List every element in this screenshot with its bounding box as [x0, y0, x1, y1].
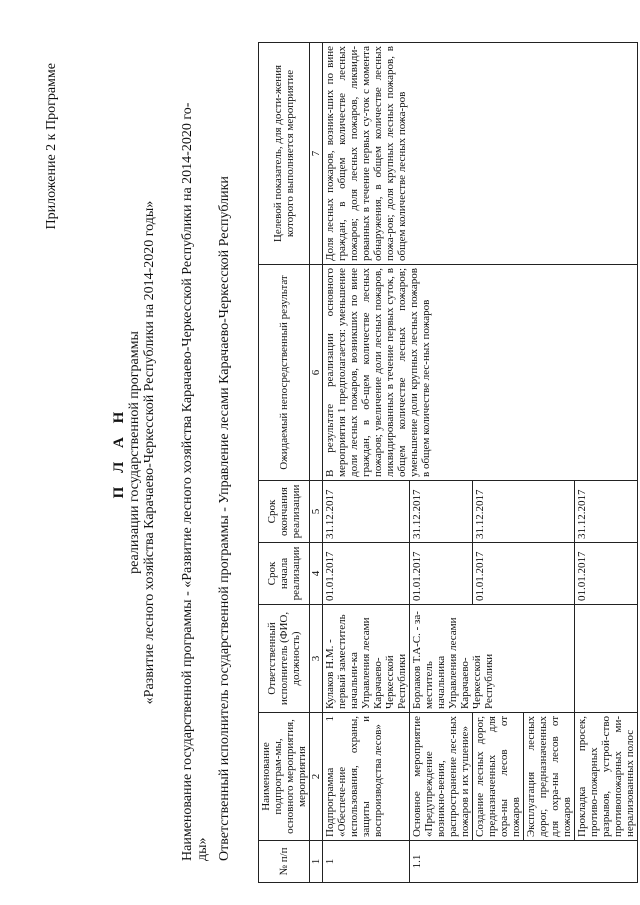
executor-line: Ответственный исполнитель государственной программы - Управление лесами Карачаево-Черкесской Республики	[217, 176, 232, 861]
header-result: Ожидаемый непосредственный результат	[259, 265, 310, 481]
col-number: 4	[310, 543, 323, 605]
col-number: 2	[310, 713, 323, 841]
row-executor-empty	[575, 605, 638, 713]
row-start: 01.01.2017	[473, 543, 575, 605]
row-executor: Борлаков Т.А-С. - за-меститель начальника Управления лесами Карачаево-Черкесской Республики	[410, 605, 575, 713]
column-number-row	[310, 43, 323, 883]
row-start: 01.01.2017	[575, 543, 638, 605]
row-number: 1	[323, 841, 410, 883]
col-number: 5	[310, 481, 323, 543]
header-name: Наименование подпрограм-мы, основного мероприятия, мероприятия	[259, 713, 310, 841]
col-number: 6	[310, 265, 323, 481]
row-name: Эксплуатация лесных дорог, предназначенных для охра-ны лесов от пожаров	[524, 713, 575, 841]
table-header-row	[259, 43, 310, 883]
row-end: 31.12.2017	[323, 481, 410, 543]
col-number: 1	[310, 841, 323, 883]
program-name-line-2: ды»	[195, 837, 210, 861]
row-end: 31.12.2017	[575, 481, 638, 543]
col-number: 3	[310, 605, 323, 713]
header-executor: Ответственный исполнитель (ФИО, должность)	[259, 605, 310, 713]
plan-subtitle-1: реализации государственной программы	[127, 331, 142, 574]
appendix-label: Приложение 2 к Программе	[44, 63, 59, 230]
row-end: 31.12.2017	[410, 481, 473, 543]
row-start: 01.01.2017	[410, 543, 473, 605]
row-target: Доля лесных пожаров, возник-ших по вине граждан, в общем количестве лесных пожаров; доля лесных пожаров, ликвиди-рованных в течение первых су-ток с момента обнаружения, в общем количестве лесных пожа-ров; доля крупных лесных пожаров, в общем количестве лесных пожа-ров	[323, 43, 638, 265]
program-name-line-1: Наименование государственной программы - «Развитие лесного хозяйства Карачаево-Черкесской Республики на 2014-2020 го-	[180, 102, 195, 861]
plan-heading: П Л А Н	[111, 406, 127, 499]
row-result: В результате реализации основного мероприятия 1 предполагается: уменьшение доли лесных пожаров, возникших по вине граждан, в об-щем количестве лесных пожаров; увеличение доли лесных пожаров, ликвидированных в течение первых суток, в общем количестве лесных пожаров; уменьшение доли крупных лесных пожаров в общем количестве лес-ных пожаров	[323, 265, 638, 481]
plan-table	[258, 42, 638, 883]
col-number: 7	[310, 43, 323, 265]
plan-subtitle-2: «Развитие лесного хозяйства Карачаево-Черкесской Республики на 2014-2020 годы»	[142, 200, 157, 705]
plan-title-block	[112, 0, 157, 905]
row-name: Прокладка просек, противо-пожарных разрывов, устрой-ство противопожарных ми-нерализованных полос	[575, 713, 638, 841]
table-row	[323, 43, 410, 883]
row-name: Основное мероприятие «Предупреждение возникно-вения, распространение лес-ных пожаров и их тушение»	[410, 713, 473, 841]
row-executor: Кулаков Н.М. - первый заместитель начальни-ка Управления лесами Карачаево-Черкесской Республики	[323, 605, 410, 713]
header-target: Целевой показатель, для дости-жения которого выполняется мероприятие	[259, 43, 310, 265]
row-end: 31.12.2017	[473, 481, 575, 543]
row-name: Подпрограмма 1 «Обеспече-ние использования, охраны, защиты и воспроизводства лесов»	[323, 713, 410, 841]
header-num: № п/п	[259, 841, 310, 883]
header-end: Срок окончания реализации	[259, 481, 310, 543]
row-number: 1.1	[410, 841, 638, 883]
row-name: Создание лесных дорог, предназначенных для охра-ны лесов от пожаров	[473, 713, 524, 841]
header-start: Срок начала реализации	[259, 543, 310, 605]
row-start: 01.01.2017	[323, 543, 410, 605]
